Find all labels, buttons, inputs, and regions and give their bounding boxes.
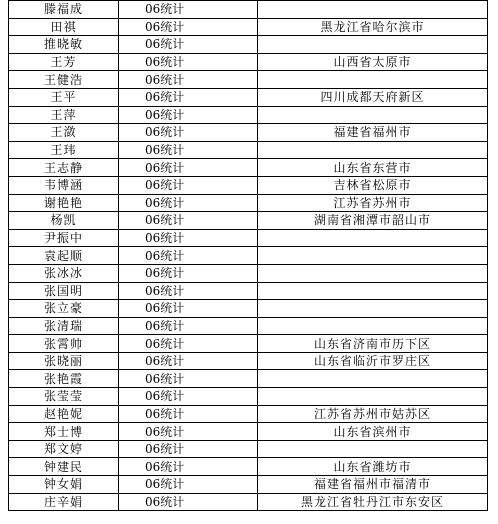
class-cell: 06统计 [119, 141, 258, 159]
table-row [9, 300, 488, 318]
table-row [9, 1, 488, 19]
student-name-cell: 张莹莹 [9, 388, 119, 406]
class-cell: 06统计 [119, 317, 258, 335]
origin-cell [258, 71, 488, 89]
class-cell: 06统计 [119, 388, 258, 406]
table-row [9, 476, 488, 494]
origin-cell [258, 141, 488, 159]
class-cell: 06统计 [119, 423, 258, 441]
student-name-cell: 王潋 [9, 124, 119, 142]
origin-cell: 山东省东营市 [258, 159, 488, 177]
class-cell: 06统计 [119, 300, 258, 318]
table-row [9, 423, 488, 441]
origin-cell [258, 282, 488, 300]
student-name-cell: 袁起顺 [9, 247, 119, 265]
table-row [9, 247, 488, 265]
student-name-cell: 庄辛娟 [9, 493, 119, 511]
student-name-cell: 韦博涵 [9, 176, 119, 194]
table-row [9, 317, 488, 335]
table-row [9, 194, 488, 212]
table-row [9, 53, 488, 71]
student-name-cell: 谢艳艳 [9, 194, 119, 212]
origin-cell: 山东省滨州市 [258, 423, 488, 441]
student-name-cell: 张清瑞 [9, 317, 119, 335]
class-cell: 06统计 [119, 106, 258, 124]
class-cell: 06统计 [119, 229, 258, 247]
class-cell: 06统计 [119, 194, 258, 212]
origin-cell: 黑龙江省牡丹江市东安区 [258, 493, 488, 511]
student-name-cell: 郑文婷 [9, 440, 119, 458]
origin-cell [258, 388, 488, 406]
class-cell: 06统计 [119, 458, 258, 476]
table-row [9, 264, 488, 282]
origin-cell [258, 36, 488, 54]
student-name-cell: 王芳 [9, 53, 119, 71]
table-row [9, 141, 488, 159]
table-row [9, 370, 488, 388]
origin-cell: 福建省福州市 [258, 124, 488, 142]
class-cell: 06统计 [119, 124, 258, 142]
class-cell: 06统计 [119, 247, 258, 265]
student-name-cell: 王玮 [9, 141, 119, 159]
student-name-cell: 张国明 [9, 282, 119, 300]
table-row [9, 36, 488, 54]
origin-cell: 湖南省湘潭市韶山市 [258, 212, 488, 230]
table-row [9, 18, 488, 36]
table-row [9, 71, 488, 89]
origin-cell: 山东省潍坊市 [258, 458, 488, 476]
table-row [9, 159, 488, 177]
student-name-cell: 张晓丽 [9, 352, 119, 370]
origin-cell [258, 247, 488, 265]
student-name-cell: 滕福成 [9, 1, 119, 19]
student-name-cell: 王志静 [9, 159, 119, 177]
class-cell: 06统计 [119, 159, 258, 177]
table-row [9, 335, 488, 353]
origin-cell [258, 106, 488, 124]
student-name-cell: 张艳霞 [9, 370, 119, 388]
class-cell: 06统计 [119, 1, 258, 19]
class-cell: 06统计 [119, 335, 258, 353]
class-cell: 06统计 [119, 176, 258, 194]
student-name-cell: 郑士博 [9, 423, 119, 441]
origin-cell: 江苏省苏州市 [258, 194, 488, 212]
student-name-cell: 王平 [9, 88, 119, 106]
class-cell: 06统计 [119, 264, 258, 282]
origin-cell: 江苏省苏州市姑苏区 [258, 405, 488, 423]
table-row [9, 229, 488, 247]
table-row [9, 352, 488, 370]
origin-cell: 黑龙江省哈尔滨市 [258, 18, 488, 36]
origin-cell [258, 440, 488, 458]
origin-cell: 山西省太原市 [258, 53, 488, 71]
table-row [9, 212, 488, 230]
origin-cell: 吉林省松原市 [258, 176, 488, 194]
origin-cell [258, 1, 488, 19]
origin-cell [258, 300, 488, 318]
student-name-cell: 张霄帅 [9, 335, 119, 353]
table-row [9, 124, 488, 142]
table-row [9, 405, 488, 423]
student-name-cell: 王萍 [9, 106, 119, 124]
student-name-cell: 尹振中 [9, 229, 119, 247]
student-name-cell: 田祺 [9, 18, 119, 36]
table-row [9, 493, 488, 511]
table-row [9, 458, 488, 476]
origin-cell [258, 264, 488, 282]
class-cell: 06统计 [119, 36, 258, 54]
origin-cell: 四川成都天府新区 [258, 88, 488, 106]
origin-cell: 山东省济南市历下区 [258, 335, 488, 353]
origin-cell [258, 317, 488, 335]
origin-cell: 山东省临沂市罗庄区 [258, 352, 488, 370]
student-roster-table [8, 0, 488, 511]
class-cell: 06统计 [119, 440, 258, 458]
class-cell: 06统计 [119, 493, 258, 511]
origin-cell [258, 370, 488, 388]
table-row [9, 176, 488, 194]
table-row [9, 282, 488, 300]
student-name-cell: 杨凯 [9, 212, 119, 230]
student-name-cell: 王健浩 [9, 71, 119, 89]
class-cell: 06统计 [119, 18, 258, 36]
roster-body [9, 1, 488, 511]
student-name-cell: 张立豪 [9, 300, 119, 318]
student-name-cell: 钟女娟 [9, 476, 119, 494]
table-row [9, 440, 488, 458]
class-cell: 06统计 [119, 88, 258, 106]
table-row [9, 106, 488, 124]
student-name-cell: 张冰冰 [9, 264, 119, 282]
class-cell: 06统计 [119, 352, 258, 370]
origin-cell: 福建省福州市福清市 [258, 476, 488, 494]
table-row [9, 388, 488, 406]
class-cell: 06统计 [119, 370, 258, 388]
origin-cell [258, 229, 488, 247]
class-cell: 06统计 [119, 212, 258, 230]
class-cell: 06统计 [119, 476, 258, 494]
class-cell: 06统计 [119, 282, 258, 300]
class-cell: 06统计 [119, 405, 258, 423]
table-row [9, 88, 488, 106]
class-cell: 06统计 [119, 53, 258, 71]
student-name-cell: 钟建民 [9, 458, 119, 476]
class-cell: 06统计 [119, 71, 258, 89]
student-name-cell: 推晓敏 [9, 36, 119, 54]
student-name-cell: 赵艳妮 [9, 405, 119, 423]
